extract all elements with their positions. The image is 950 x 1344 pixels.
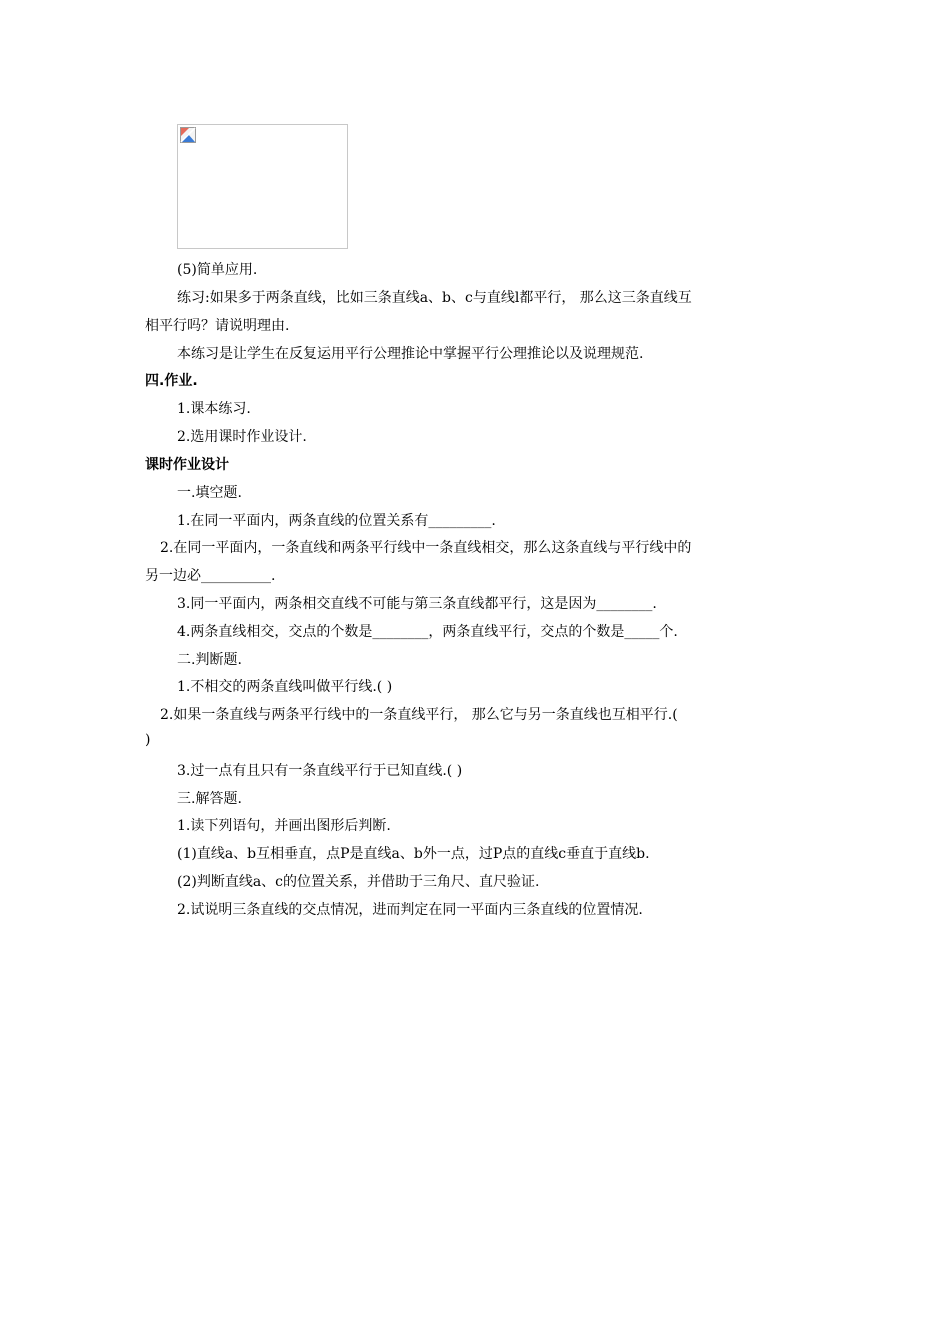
text-line: 1.在同一平面内，两条直线的位置关系有_________. [177, 513, 496, 529]
text-line: 二.判断题. [177, 652, 242, 668]
text-line: 1.读下列语句，并画出图形后判断. [177, 818, 391, 834]
text-line: 2.在同一平面内，一条直线和两条平行线中一条直线相交，那么这条直线与平行线中的 [160, 540, 692, 556]
text-line: ) [145, 732, 151, 748]
section-heading: 课时作业设计 [145, 457, 229, 473]
image-placeholder [177, 124, 348, 249]
text-line: (1)直线a、b互相垂直，点P是直线a、b外一点，过P点的直线c垂直于直线b. [177, 846, 650, 862]
text-line: 三.解答题. [177, 791, 242, 807]
text-line: 1.不相交的两条直线叫做平行线.( ) [177, 679, 393, 695]
broken-image-icon [180, 127, 196, 143]
text-line: 3.同一平面内，两条相交直线不可能与第三条直线都平行，这是因为________. [177, 596, 657, 612]
text-line: 1.课本练习. [177, 401, 251, 417]
text-line: 练习:如果多于两条直线，比如三条直线a、b、c与直线l都平行， 那么这三条直线互 [177, 290, 692, 306]
text-line: 4.两条直线相交，交点的个数是________，两条直线平行，交点的个数是_____个. [177, 624, 678, 640]
text-line: 本练习是让学生在反复运用平行公理推论中掌握平行公理推论以及说理规范. [177, 346, 644, 362]
text-line: 2.如果一条直线与两条平行线中的一条直线平行， 那么它与另一条直线也互相平行.( [160, 707, 678, 723]
text-line: 一.填空题. [177, 485, 242, 501]
text-line: 2.选用课时作业设计. [177, 429, 307, 445]
text-line: 另一边必__________. [145, 568, 276, 584]
text-line: 2.试说明三条直线的交点情况，进而判定在同一平面内三条直线的位置情况. [177, 902, 643, 918]
text-line: (2)判断直线a、c的位置关系，并借助于三角尺、直尺验证. [177, 874, 540, 890]
section-heading: 四.作业. [145, 373, 198, 389]
text-line: (5)简单应用. [177, 262, 258, 278]
text-line: 相平行吗？请说明理由. [145, 318, 290, 334]
text-line: 3.过一点有且只有一条直线平行于已知直线.( ) [177, 763, 463, 779]
